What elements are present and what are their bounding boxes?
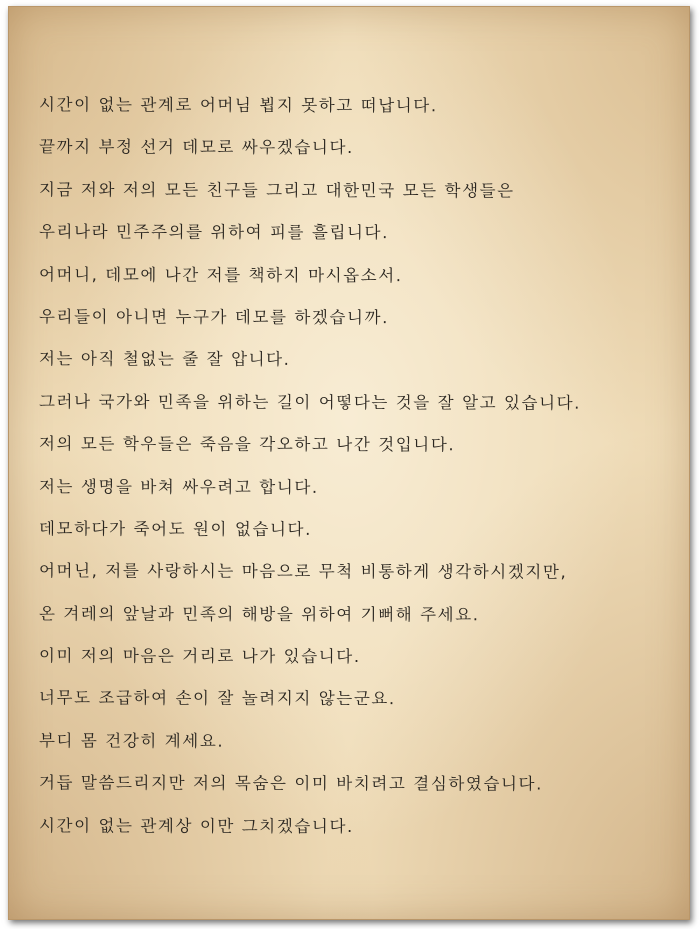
- letter-line: 어머니, 데모에 나간 저를 책하지 마시옵소서.: [38, 264, 403, 285]
- letter-line: 저는 생명을 바쳐 싸우려고 합니다.: [38, 476, 319, 497]
- letter-line: 끝까지 부정 선거 데모로 싸우겠습니다.: [38, 137, 354, 158]
- letter-line: 저의 모든 학우들은 죽음을 각오하고 나간 것입니다.: [38, 434, 456, 455]
- letter-line: 너무도 조급하여 손이 잘 놀려지지 않는군요.: [38, 688, 396, 709]
- letter-line: 시간이 없는 관계로 어머님 뵙지 못하고 떠납니다.: [38, 95, 438, 116]
- letter-line: 이미 저의 마음은 거리로 나가 있습니다.: [38, 646, 361, 667]
- letter-line: 우리들이 아니면 누구가 데모를 하겠습니까.: [38, 307, 389, 328]
- letter-line: 거듭 말씀드리지만 저의 목숨은 이미 바치려고 결심하였습니다.: [38, 773, 543, 794]
- letter-line: 부디 몸 건강히 계세요.: [38, 731, 225, 751]
- letter-line: 온 겨레의 앞날과 민족의 해방을 위하여 기뻐해 주세요.: [38, 603, 480, 625]
- letter-line: 우리나라 민주주의를 위하여 피를 흘립니다.: [38, 222, 389, 243]
- letter-body: [39, 85, 669, 848]
- letter-line: 어머닌, 저를 사랑하시는 마음으로 무척 비통하게 생각하시겠지만,: [38, 561, 568, 582]
- letter-line: 데모하다가 죽어도 원이 없습니다.: [38, 519, 312, 539]
- letter-line: 시간이 없는 관계상 이만 그치겠습니다.: [38, 815, 354, 836]
- letter-line: 저는 아직 철없는 줄 잘 압니다.: [38, 349, 291, 370]
- letter-line: 그러나 국가와 민족을 위하는 길이 어떻다는 것을 잘 알고 있습니다.: [38, 391, 582, 413]
- letter-line: 지금 저와 저의 모든 친구들 그리고 대한민국 모든 학생들은: [38, 179, 515, 201]
- letter-paper: [8, 6, 690, 920]
